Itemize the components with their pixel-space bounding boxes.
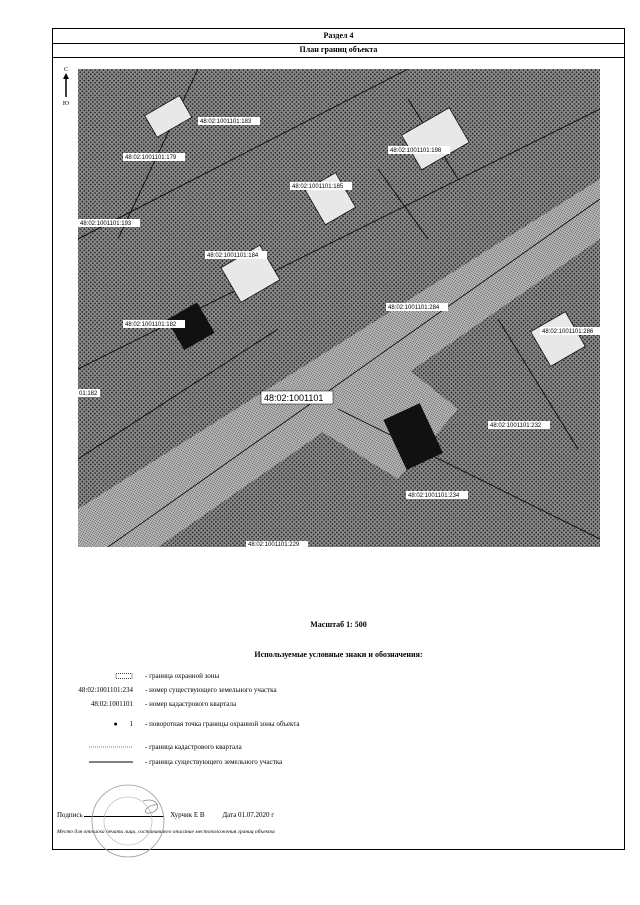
map-label: 01:182: [79, 391, 98, 397]
quarter-boundary-symbol-icon: [53, 741, 133, 753]
page-title: План границ объекта: [53, 43, 624, 58]
map-label: 48:02:1001101:234: [408, 493, 460, 499]
parcel-boundary-symbol-icon: [53, 756, 133, 768]
map-label: 48:02:1001101:193: [80, 221, 132, 227]
document-frame: [52, 28, 625, 850]
official-stamp-icon: [88, 781, 168, 861]
protection-zone-symbol-icon: [53, 670, 133, 682]
aerial-map[interactable]: [78, 69, 600, 547]
legend-row: - граница кадастрового квартала: [53, 741, 624, 753]
map-label: 48:02:1001101:198: [390, 148, 442, 154]
legend-row: 48:02:1001101 - номер кадастрового квартала: [90, 700, 237, 708]
legend-title: Используемые условные знаки и обозначения:: [254, 650, 423, 659]
map-label: 48:02:1001101:183: [200, 119, 252, 125]
legend-row: - граница существующего земельного участка: [53, 756, 624, 768]
map-label: 48:02:1001101:182: [125, 322, 177, 328]
compass-north-label: С: [63, 67, 68, 73]
legend-row: 48:02:1001101:234 - номер существующего земельного участка: [78, 686, 277, 694]
map-label: 48:02:1001101:179: [125, 155, 177, 161]
map-label: 48:02:1001101:229: [248, 542, 300, 547]
map-label: 48:02:1001101:284: [388, 305, 440, 311]
map-label: 48:02:1001101:184: [207, 253, 259, 259]
map-label: 48:02:1001101:185: [292, 184, 344, 190]
section-header: Раздел 4: [53, 29, 624, 44]
scale-text: Масштаб 1: 500: [310, 620, 367, 629]
stamp-footnote: Место для оттиска печати лица, составившего описание местоположения границ объекта: [57, 829, 275, 835]
compass-south-label: Ю: [62, 101, 70, 107]
legend-row: - граница охранной зоны: [53, 670, 624, 682]
map-label: 48:02:1001101:286: [542, 329, 594, 335]
turning-point-icon: ●: [113, 720, 118, 728]
signature-line: Подпись Хурчик Е В Дата 01.07.2020 г: [57, 811, 275, 819]
north-arrow-icon: [60, 67, 72, 117]
legend-row: ● 1 - поворотная точка границы охранной зоны объекта: [113, 720, 300, 728]
map-label: 48:02:1001101:232: [490, 423, 542, 429]
quarter-label: 48:02:1001101: [264, 393, 324, 403]
